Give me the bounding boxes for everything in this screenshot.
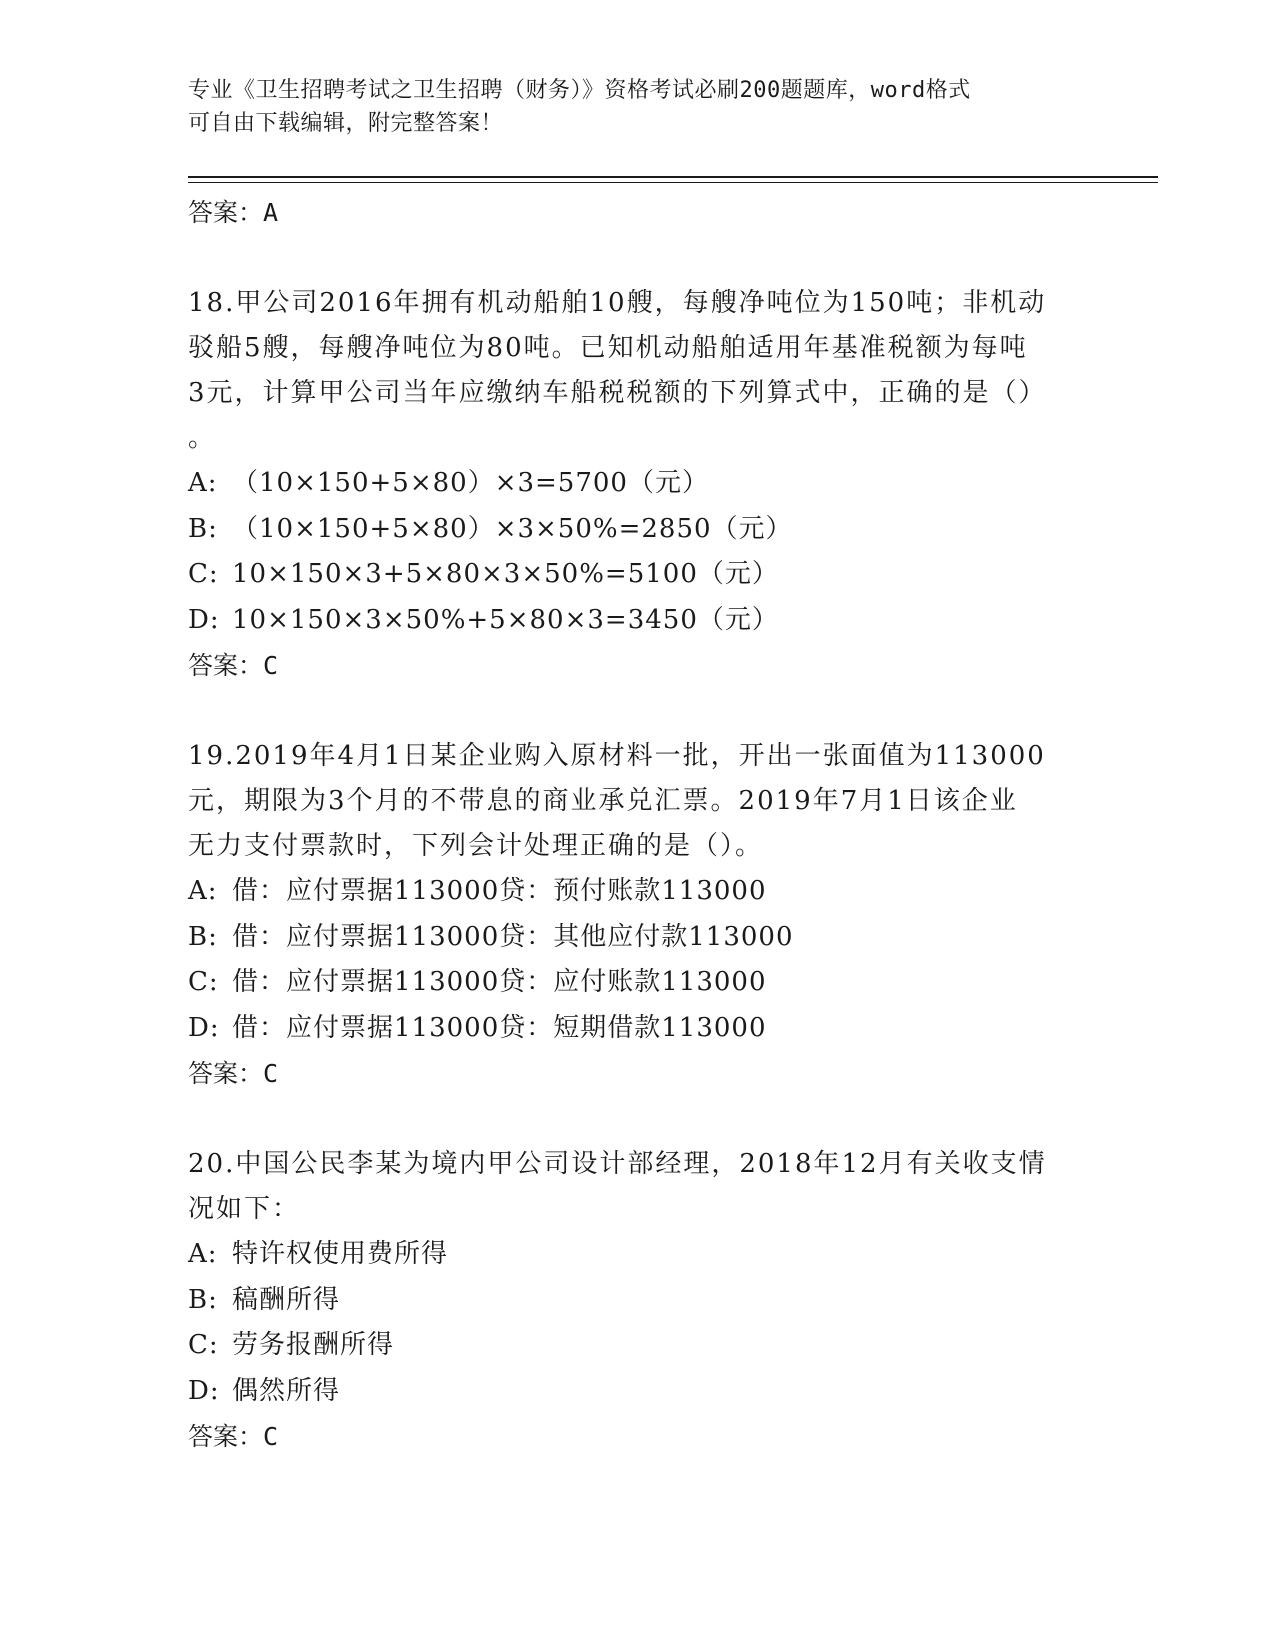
option-c: [188, 960, 1078, 1006]
option-a: [188, 461, 1078, 507]
stem-line: 20.中国公民李某为境内甲公司设计部经理，2018年12月有关收支情: [188, 1149, 1047, 1179]
option-text: （10×150+5×80）×3×50%=2850（元）: [232, 513, 793, 544]
option-text: 10×150×3×50%+5×80×3=3450（元）: [232, 604, 779, 635]
spacer: [188, 235, 1078, 281]
option-letter: A:: [188, 1239, 218, 1269]
answer-line: 答案：C: [188, 651, 279, 680]
option-letter: A:: [188, 468, 218, 498]
question-18: [188, 281, 1078, 688]
header-divider-thick: [188, 176, 1158, 178]
spacer: [188, 1096, 1078, 1142]
option-letter: C:: [188, 967, 219, 997]
option-letter: B:: [188, 921, 218, 952]
stem-line: 无力支付票款时，下列会计处理正确的是（）。: [188, 831, 764, 861]
option-text: 借：应付票据113000贷：其他应付款113000: [232, 921, 794, 952]
header-divider-thin: [188, 182, 1158, 183]
question-stem: [188, 281, 1078, 461]
stem-line: 元，期限为3个月的不带息的商业承兑汇票。2019年7月1日该企业: [188, 786, 1018, 816]
option-text: 借：应付票据113000贷：预付账款113000: [232, 876, 767, 906]
option-text: 劳务报酬所得: [232, 1330, 395, 1360]
header-line-1: 专业《卫生招聘考试之卫生招聘（财务）》资格考试必刷200题题库，word格式: [188, 78, 971, 103]
option-d: [188, 1006, 1078, 1052]
option-letter: D:: [188, 1375, 220, 1406]
previous-answer: 答案：A: [188, 198, 279, 227]
option-letter: B:: [188, 513, 218, 544]
stem-line: 18.甲公司2016年拥有机动船舶10艘，每艘净吨位为150吨；非机动: [188, 288, 1047, 318]
question-stem: [188, 734, 1078, 869]
option-letter: A:: [188, 876, 218, 906]
answer-line: 答案：C: [188, 1059, 279, 1088]
option-d: [188, 1369, 1078, 1415]
option-d: [188, 598, 1078, 644]
option-letter: C:: [188, 1330, 219, 1360]
answer-line: 答案：C: [188, 1422, 279, 1451]
option-text: 10×150×3+5×80×3×50%=5100（元）: [232, 559, 779, 589]
header-line-2: 可自由下载编辑，附完整答案！: [188, 111, 504, 136]
option-text: 稿酬所得: [232, 1284, 341, 1315]
option-letter: D:: [188, 1012, 220, 1043]
stem-line: 19.2019年4月1日某企业购入原材料一批，开出一张面值为113000: [188, 741, 1046, 771]
option-text: 借：应付票据113000贷：应付账款113000: [232, 967, 767, 997]
option-a: [188, 1232, 1078, 1278]
option-b: [188, 1278, 1078, 1324]
option-b: [188, 915, 1078, 961]
option-text: 偶然所得: [232, 1375, 341, 1406]
option-letter: D:: [188, 604, 220, 635]
option-b: [188, 507, 1078, 553]
spacer: [188, 688, 1078, 734]
option-letter: B:: [188, 1284, 218, 1315]
option-c: [188, 552, 1078, 598]
option-text: （10×150+5×80）×3=5700（元）: [232, 468, 709, 498]
option-a: [188, 869, 1078, 915]
stem-line: 况如下：: [188, 1194, 301, 1224]
question-content: [188, 190, 1078, 1459]
question-19: [188, 734, 1078, 1096]
option-text: 借：应付票据113000贷：短期借款113000: [232, 1012, 767, 1043]
question-20: [188, 1142, 1078, 1459]
stem-line: 。: [188, 423, 217, 453]
question-stem: [188, 1142, 1078, 1232]
document-header: [188, 74, 1088, 140]
option-letter: C:: [188, 559, 219, 589]
option-c: [188, 1323, 1078, 1369]
stem-line: 3元，计算甲公司当年应缴纳车船税税额的下列算式中，正确的是（）: [188, 378, 1047, 408]
stem-line: 驳船5艘，每艘净吨位为80吨。已知机动船舶适用年基准税额为每吨: [188, 333, 1028, 363]
option-text: 特许权使用费所得: [232, 1239, 449, 1269]
